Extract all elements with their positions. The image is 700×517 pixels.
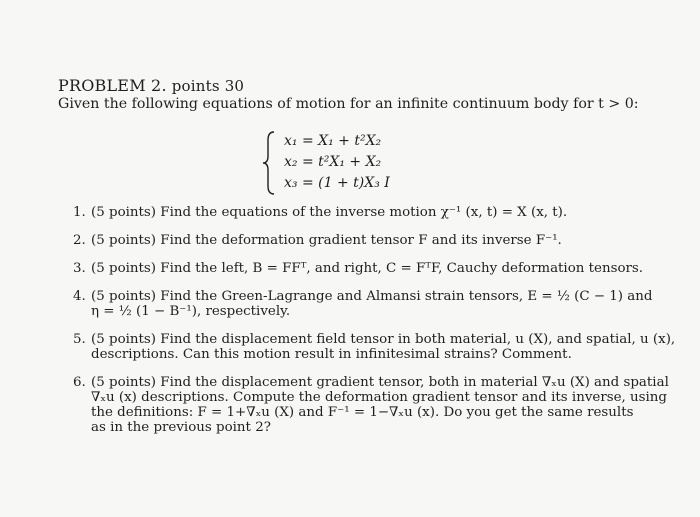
problem-label: PROBLEM 2.	[58, 76, 167, 95]
question-text: (5 points) Find the equations of the inverse motion χ⁻¹ (x, t) = X (x, t).	[91, 205, 568, 220]
problem-intro: Given the following equations of motion for an infinite continuum body for t > 0:	[58, 96, 639, 112]
question-text: (5 points) Find the Green-Lagrange and Almansi strain tensors, E = ½ (C − 1) and	[91, 289, 653, 304]
question-number: 5.	[73, 332, 86, 347]
equation-system	[262, 130, 442, 196]
question-item-6	[73, 375, 669, 435]
question-text: (5 points) Find the deformation gradient tensor F and its inverse F⁻¹.	[91, 233, 562, 248]
question-text-continued: the definitions: F = 1+∇ₓu (X) and F⁻¹ = 1−∇ₓu (x). Do you get the same results	[91, 405, 634, 420]
question-text: (5 points) Find the displacement gradient tensor, both in material ∇ₓu (X) and spatial	[91, 375, 669, 390]
question-item-2	[73, 233, 643, 248]
question-item-1	[73, 205, 643, 220]
question-text-continued: as in the previous point 2?	[91, 420, 271, 435]
question-list	[73, 205, 676, 435]
question-text-continued: descriptions. Can this motion result in infinitesimal strains? Comment.	[91, 347, 572, 362]
question-text-continued: ∇ₓu (x) descriptions. Compute the deformation gradient tensor and its inverse, using	[91, 390, 668, 405]
equation-2: x₂ = t²X₁ + X₂	[284, 154, 382, 170]
equation-1: x₁ = X₁ + t²X₂	[284, 133, 382, 149]
question-item-3	[73, 261, 643, 276]
problem-heading	[58, 76, 244, 95]
problem-points: points 30	[171, 77, 245, 95]
question-number: 1.	[73, 205, 86, 220]
equation-3: x₃ = (1 + t)X₃ I	[284, 175, 390, 191]
question-number: 6.	[73, 375, 86, 390]
question-text: (5 points) Find the displacement field tensor in both material, u (X), and spatial, u (x),	[91, 332, 676, 347]
question-number: 3.	[73, 261, 86, 276]
question-number: 2.	[73, 233, 86, 248]
question-text-continued: η = ½ (1 − B⁻¹), respectively.	[91, 304, 291, 319]
question-item-4	[73, 289, 653, 319]
question-number: 4.	[73, 289, 86, 304]
question-text: (5 points) Find the left, B = FFᵀ, and right, C = FᵀF, Cauchy deformation tensors.	[91, 261, 644, 276]
question-item-5	[73, 332, 676, 362]
left-brace-icon	[262, 130, 276, 196]
